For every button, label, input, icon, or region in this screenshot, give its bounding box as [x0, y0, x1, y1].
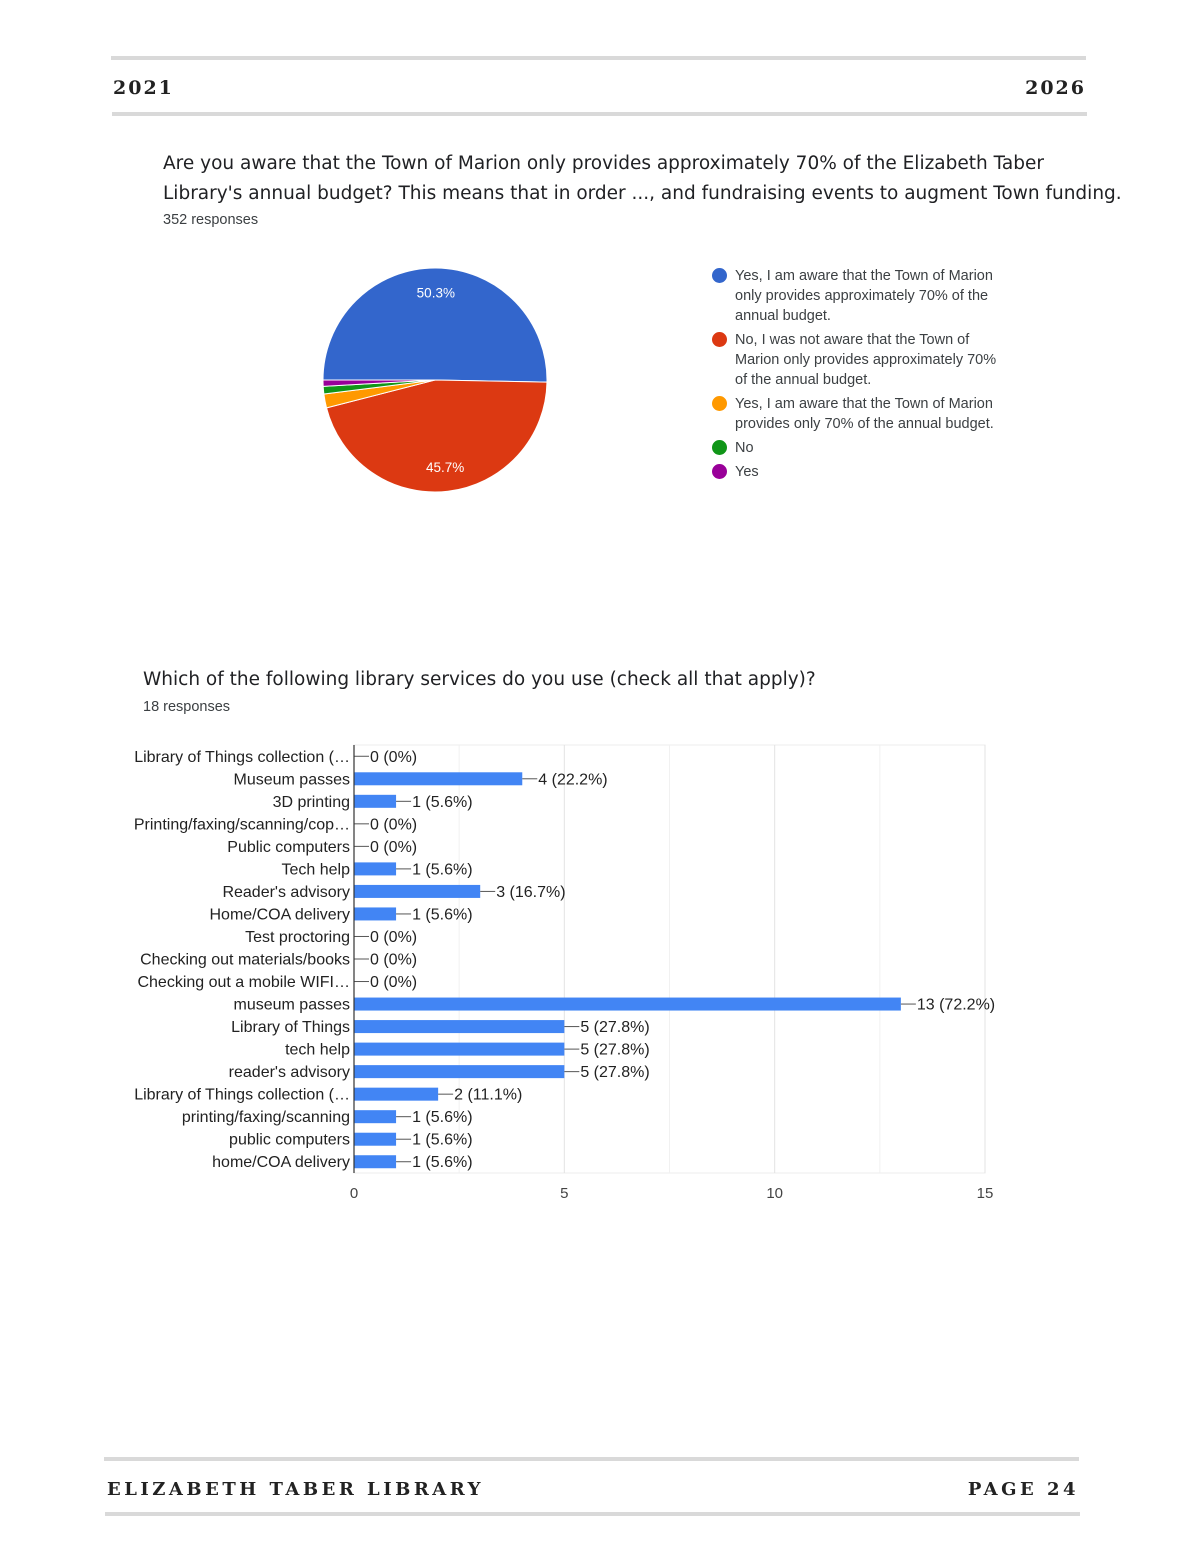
bar-chart — [100, 735, 1100, 1215]
footer-bottom-rule — [105, 1512, 1080, 1516]
legend-label: Yes, I am aware that the Town of Marion only provides approximately 70% of the annual budget. — [735, 268, 993, 324]
header-bottom-rule — [112, 112, 1087, 116]
category-label: Museum passes — [233, 771, 350, 789]
data-label: 0 (0%) — [370, 928, 418, 946]
bar — [354, 1020, 564, 1033]
question1-title — [163, 149, 1122, 209]
category-label: reader's advisory — [228, 1064, 350, 1082]
category-label: Library of Things — [231, 1019, 350, 1037]
data-label: 0 (0%) — [370, 838, 418, 856]
data-label: 1 (5.6%) — [412, 1131, 473, 1149]
question1-responses: 352 responses — [163, 212, 259, 228]
x-tick-label: 5 — [560, 1185, 569, 1202]
footer-page-label: PAGE 24 — [967, 1479, 1079, 1500]
question2-responses: 18 responses — [143, 699, 231, 715]
bar — [354, 1155, 396, 1168]
x-tick-label: 15 — [976, 1185, 994, 1202]
legend-label: No — [735, 440, 754, 456]
data-label: 2 (11.1%) — [454, 1086, 523, 1104]
category-label: Library of Things collection (… — [134, 1086, 350, 1104]
bar — [354, 1133, 396, 1146]
footer-library-name: ELIZABETH TABER LIBRARY — [107, 1479, 485, 1500]
data-label: 5 (27.8%) — [580, 1019, 650, 1037]
question1-title-line1: Are you aware that the Town of Marion only provides approximately 70% of the Elizabeth Taber — [163, 153, 1044, 174]
x-tick-label: 0 — [349, 1185, 359, 1202]
category-label: Home/COA delivery — [209, 906, 350, 924]
category-label: home/COA delivery — [212, 1154, 350, 1172]
legend-dot-orange — [712, 396, 727, 411]
data-label: 3 (16.7%) — [496, 883, 566, 901]
data-label: 1 (5.6%) — [412, 1109, 473, 1127]
legend-label: Yes, I am aware that the Town of Marion provides only 70% of the annual budget. — [735, 396, 994, 432]
category-label: Checking out materials/books — [140, 951, 350, 969]
data-label: 0 (0%) — [370, 951, 418, 969]
bar — [354, 1043, 564, 1056]
category-label: 3D printing — [272, 793, 350, 811]
data-label: 1 (5.6%) — [412, 1154, 473, 1172]
legend-item-no — [712, 438, 1012, 458]
header-year-right: 2026 — [1025, 77, 1086, 99]
pie-slice-label: 50.3% — [416, 285, 455, 301]
legend-item-yes-aware — [712, 266, 1012, 326]
legend-dot-green — [712, 440, 727, 455]
bar — [354, 862, 396, 875]
pie-legend — [712, 266, 1012, 486]
legend-item-yes — [712, 462, 1012, 482]
data-label: 0 (0%) — [370, 974, 418, 992]
category-label: public computers — [229, 1131, 350, 1149]
header-top-rule — [111, 56, 1086, 60]
bar — [354, 772, 522, 785]
question1-title-line2: Library's annual budget? This means that in order ..., and fundraising events to augment Town funding. — [163, 183, 1122, 204]
footer-top-rule — [104, 1457, 1079, 1461]
category-label: Printing/faxing/scanning/cop… — [133, 816, 350, 834]
legend-label: No, I was not aware that the Town of Marion only provides approximately 70% of the annual budget. — [735, 332, 997, 388]
category-label: museum passes — [233, 996, 350, 1014]
legend-item-no-not-aware — [712, 330, 1012, 390]
bar — [354, 1088, 438, 1101]
category-label: Public computers — [227, 838, 350, 856]
category-label: tech help — [285, 1041, 350, 1059]
pie-slice-label: 45.7% — [425, 459, 465, 475]
bar — [354, 1065, 564, 1078]
bar — [354, 998, 901, 1011]
bar — [354, 1110, 396, 1123]
data-label: 1 (5.6%) — [412, 906, 473, 924]
bar — [354, 795, 396, 808]
legend-label: Yes — [735, 464, 759, 480]
category-label: Checking out a mobile WIFI… — [137, 974, 350, 992]
data-label: 5 (27.8%) — [580, 1041, 650, 1059]
category-label: Test proctoring — [245, 928, 350, 946]
x-tick-label: 10 — [766, 1185, 784, 1202]
category-label: Library of Things collection (… — [134, 748, 350, 766]
question2-title: Which of the following library services do you use (check all that apply)? — [143, 669, 816, 690]
category-label: printing/faxing/scanning — [181, 1109, 350, 1127]
legend-dot-red — [712, 332, 727, 347]
data-label: 1 (5.6%) — [412, 861, 473, 879]
category-label: Tech help — [281, 861, 350, 879]
data-label: 0 (0%) — [370, 748, 418, 766]
data-label: 1 (5.6%) — [412, 793, 473, 811]
header-year-left: 2021 — [113, 77, 174, 99]
data-label: 0 (0%) — [370, 816, 418, 834]
category-label: Reader's advisory — [222, 883, 350, 901]
data-label: 13 (72.2%) — [916, 996, 996, 1014]
legend-item-yes-provides-only — [712, 394, 1012, 434]
pie-chart — [300, 250, 580, 510]
bar — [354, 885, 480, 898]
data-label: 5 (27.8%) — [580, 1064, 650, 1082]
data-label: 4 (22.2%) — [538, 771, 608, 789]
legend-dot-purple — [712, 464, 727, 479]
legend-dot-blue — [712, 268, 727, 283]
bar — [354, 907, 396, 920]
